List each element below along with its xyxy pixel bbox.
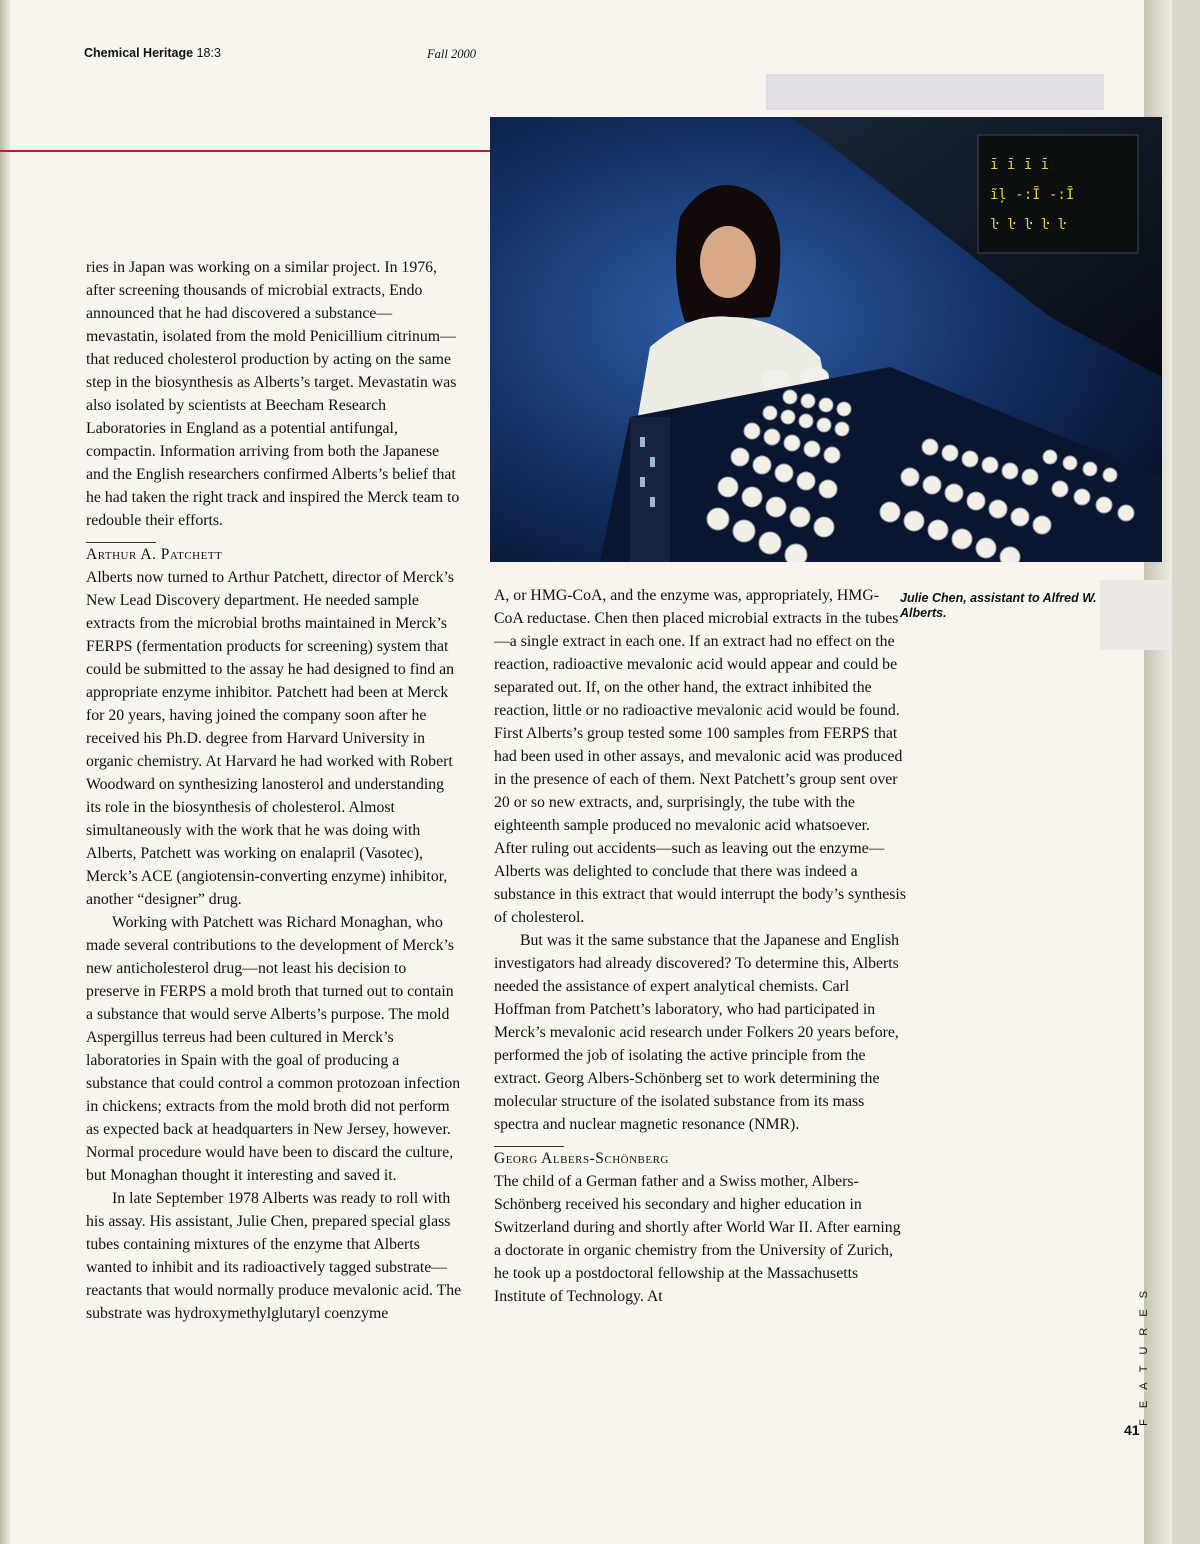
red-header-rule: [0, 150, 490, 152]
lab-photo-illustration: [490, 117, 1162, 562]
column-right: [494, 584, 906, 1308]
svg-text:ŀ ŀ ŀ ŀ ŀ: ŀ ŀ ŀ ŀ ŀ: [990, 217, 1066, 233]
issue-date: Fall 2000: [427, 47, 476, 61]
running-header: [84, 46, 221, 60]
paragraph: Working with Patchett was Richard Monaghan, who made several contributions to the development of Merck’s new anticholesterol drug—not least his decision to preserve in FERPS a mold broth that turned out to contain a substance that would serve Alberts’s purpose. The mold Aspergillus terreus had been cultured in Merck’s laboratories in Spain with the goal of producing a substance that could control a common protozoan infection in chickens; extracts from the mold broth did not perform as expected back at headquarters in New Jersey, however. Normal procedure would have been to discard the culture, but Monaghan thought it interesting and saved it.: [86, 914, 461, 1184]
publication-name: Chemical Heritage: [84, 46, 194, 60]
paragraph: Alberts now turned to Arthur Patchett, director of Merck’s New Lead Discovery department. He needed sample extracts from the microbial broths maintained in Merck’s FERPS (fermentation products for screening) system that could be submitted to the assay he had designed to find an appropriate enzyme inhibitor. Patchett had been at Merck for 20 years, having joined the company soon after he received his Ph.D. degree from Harvard University in organic chemistry. At Harvard he had worked with Robert Woodward on synthesizing lanosterol and understanding its role in the biosynthesis of cholesterol. Almost simultaneously with the work that he was doing with Alberts, Patchett was working on enalapril (Vasotec), Merck’s ACE (angiotensin-converting enzyme) inhibitor, another “designer” drug.: [86, 569, 455, 908]
paragraph: The child of a German father and a Swiss mother, Albers-Schönberg received his secondary and higher education in Switzerland during and shortly after World War II. After earning a doctorate in organic chemistry from the University of Zurich, he took up a postdoctoral fellowship at the Massachusetts Institute of Technology. At: [494, 1173, 901, 1305]
page-number: 41: [1124, 1422, 1140, 1438]
section-label: FEATURES: [1138, 1280, 1150, 1426]
photo-caption: Julie Chen, assistant to Alfred W. Alberts.: [900, 591, 1097, 620]
paragraph: But was it the same substance that the Japanese and English investigators had already discovered? To determine this, Alberts needed the assistance of expert analytical chemists. Carl Hoffman from Patchett’s laboratory, who had participated in Merck’s mevalonic acid research under Folkers 20 years before, performed the job of isolating the active principle from the extract. Georg Albers-Schönberg set to work determining the molecular structure of the isolated substance from its mass spectra and nuclear magnetic resonance (NMR).: [494, 932, 900, 1133]
show-through-block: [766, 74, 1104, 110]
section-heading: Arthur A. Patchett: [86, 546, 223, 563]
svg-text:ī ī ī ī: ī ī ī ī: [990, 157, 1050, 173]
volume-issue: 18:3: [196, 46, 221, 60]
paragraph: ries in Japan was working on a similar project. In 1976, after screening thousands of microbial extracts, Endo announced that he had discovered a substance—mevastatin, isolated from the mold Penicillium citrinum—that reduced cholesterol production by acting on the same step in the biosynthesis as Alberts’s target. Mevastatin was also isolated by scientists at Beecham Research Laboratories in England as a potential antifungal, compactin. Information arriving from both the Japanese and the English researchers confirmed Alberts’s belief that he had taken the right track and inspired the Merck team to redouble their efforts.: [86, 259, 460, 529]
photo-julie-chen: [490, 117, 1162, 562]
section-heading: Georg Albers-Schönberg: [494, 1150, 669, 1167]
column-left: [86, 256, 462, 1325]
svg-text:ĩļ -:Ĩ -:Ĩ: ĩļ -:Ĩ -:Ĩ: [990, 187, 1075, 203]
paragraph: In late September 1978 Alberts was ready to roll with his assay. His assistant, Julie Chen, prepared special glass tubes containing mixtures of the enzyme that Alberts wanted to inhibit and its radioactively tagged substrate—reactants that would normally produce mevalonic acid. The substrate was hydroxymethylglutaryl coenzyme: [86, 1190, 462, 1322]
binding-shadow: [0, 0, 10, 1544]
show-through-block: [1100, 580, 1172, 650]
paragraph: A, or HMG-CoA, and the enzyme was, appropriately, HMG-CoA reductase. Chen then placed microbial extracts in the tubes—a single extract in each one. If an extract had no effect on the reaction, radioactive mevalonic acid would appear and could be separated out. If, on the other hand, the extract inhibited the reaction, little or no radioactive mevalonic acid would be found. First Alberts’s group tested some 100 samples from FERPS that had been used in other assays, and mevalonic acid was produced in the presence of each of them. Next Patchett’s group sent over 20 or so new extracts, and, surprisingly, the tube with the eighteenth sample produced no mevalonic acid whatsoever. After ruling out accidents—such as leaving out the enzyme—Alberts was delighted to conclude that there was indeed a substance in this extract that would interrupt the body’s synthesis of cholesterol.: [494, 587, 906, 926]
